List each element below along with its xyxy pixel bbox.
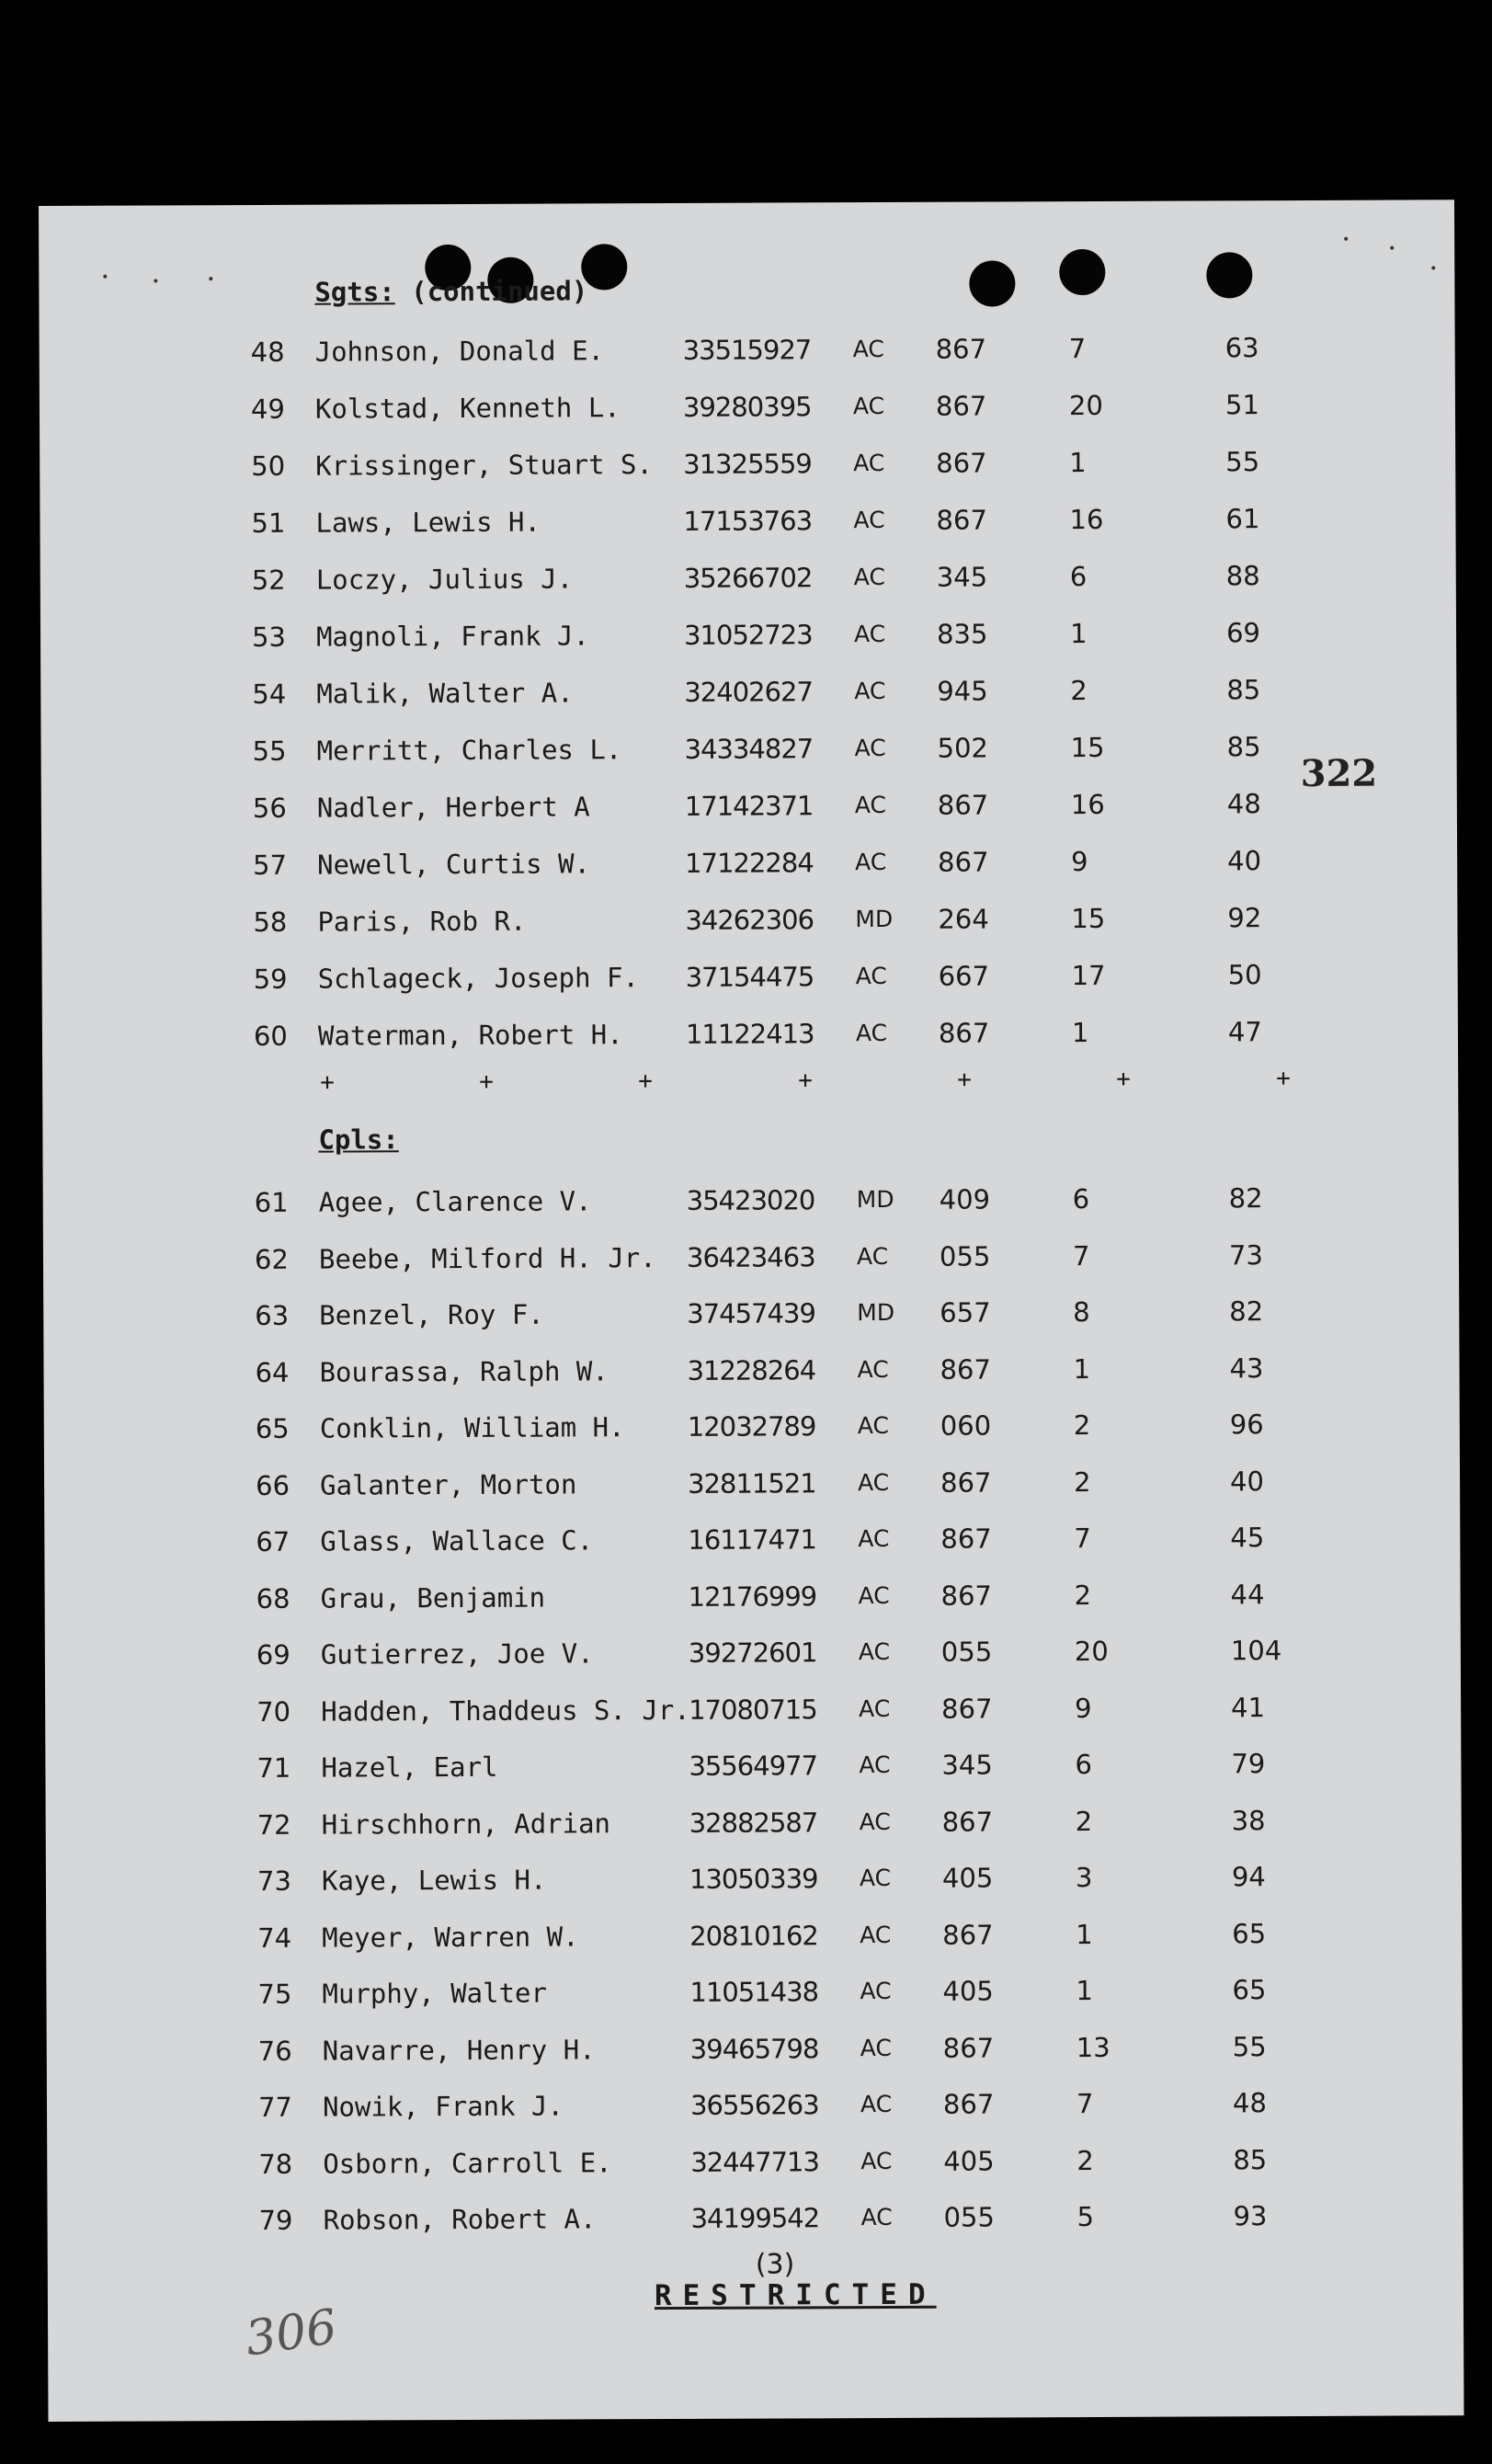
table-row [42,951,1458,1003]
serial-number: 20810162 [689,1919,818,1952]
row-number: 57 [253,849,288,881]
restricted-footer: RESTRICTED [654,2277,937,2313]
column-6-value: 1 [1069,447,1087,479]
column-7-value: 43 [1229,1352,1264,1384]
column-6-value: 2 [1073,1409,1091,1442]
serial-number: 36556263 [689,2089,819,2121]
table-row [40,552,1456,604]
serial-number: 39465798 [689,2032,819,2065]
row-number: 73 [256,1865,291,1897]
mos-code: 945 [937,675,988,707]
mos-code: 867 [941,1692,993,1725]
person-name: Navarre, Henry H. [322,2033,596,2067]
row-number: 60 [253,1020,288,1052]
person-name: Murphy, Walter [322,1977,547,2010]
person-name: Johnson, Donald E. [314,335,605,368]
column-6-value: 6 [1072,1183,1090,1215]
person-name: Robson, Robert A. [323,2203,597,2236]
row-number: 66 [255,1469,290,1501]
person-name: Nadler, Herbert A [316,791,590,824]
table-row [47,2136,1463,2188]
mos-code: 867 [942,2031,995,2064]
column-7-value: 93 [1233,2200,1268,2232]
table-row [40,723,1456,775]
serial-number: 12176999 [688,1580,817,1613]
table-row [40,381,1455,433]
serial-number: 35423020 [686,1184,815,1216]
mos-code: 867 [940,1352,991,1386]
column-7-value: 92 [1227,902,1262,934]
column-7-value: 40 [1229,1465,1265,1497]
person-name: Magnoli, Frank J. [315,620,589,653]
handwritten-note: 306 [242,2299,341,2367]
column-6-value: 13 [1076,2031,1110,2063]
table-row [46,1797,1462,1849]
serial-number: 32402627 [684,676,813,708]
mos-code: 867 [938,1017,990,1049]
branch: AC [852,335,884,363]
column-7-value: 104 [1230,1635,1282,1667]
serial-number: 36423463 [686,1240,815,1273]
table-row [45,1740,1461,1792]
row-number: 67 [256,1525,290,1557]
serial-number: 33515927 [682,334,812,366]
column-7-value: 48 [1226,788,1261,820]
branch: AC [858,1468,890,1496]
serial-number: 17153763 [683,505,813,537]
table-row [40,666,1456,718]
branch: AC [858,1637,891,1666]
page-number: (3) [755,2248,795,2281]
table-row [43,1231,1459,1283]
person-name: Kaye, Lewis H. [321,1864,547,1897]
column-6-value: 7 [1076,2088,1094,2120]
separator-mark: + [1116,1065,1131,1093]
person-name: Waterman, Robert H. [317,1019,623,1052]
branch: AC [860,2090,893,2118]
column-7-value: 69 [1225,617,1261,649]
mos-code: 867 [936,447,987,479]
table-row [44,1400,1460,1453]
row-number: 79 [258,2204,293,2236]
document-page [39,200,1464,2422]
separator-mark: + [1276,1065,1291,1093]
person-name: Krissinger, Stuart S. [315,449,653,482]
serial-number: 39272601 [688,1637,817,1669]
branch: AC [857,1355,889,1383]
serial-number: 17122284 [685,847,814,879]
row-number: 64 [255,1356,290,1388]
row-number: 55 [252,735,287,767]
column-6-value: 15 [1070,731,1105,764]
row-number: 76 [257,2035,292,2067]
separator-mark: + [798,1067,813,1095]
row-number: 77 [257,2091,293,2123]
row-number: 74 [257,1922,292,1954]
column-6-value: 2 [1075,1805,1093,1837]
serial-number: 11051438 [689,1976,819,2008]
separator-mark: + [320,1068,335,1097]
branch: AC [856,1242,889,1270]
table-row [44,1513,1460,1566]
column-6-value: 3 [1075,1862,1093,1894]
mos-code: 867 [937,789,989,821]
separator-mark: + [638,1067,653,1096]
column-7-value: 88 [1225,560,1260,592]
branch: AC [860,2034,892,2061]
branch: AC [859,1864,892,1892]
row-number: 75 [257,1978,292,2010]
row-number: 62 [254,1243,289,1275]
punch-hole [581,244,627,290]
table-row [41,837,1457,889]
column-6-value: 20 [1068,389,1103,422]
person-name: Conklin, William H. [319,1411,625,1444]
row-number: 63 [255,1299,290,1331]
mos-code: 867 [936,504,987,536]
branch: MD [856,1185,894,1214]
column-7-value: 63 [1224,332,1259,364]
column-6-value: 8 [1073,1296,1090,1329]
person-name: Beebe, Milford H. Jr. [318,1241,656,1275]
serial-number: 39280395 [682,391,812,423]
stamp-number: 322 [1300,751,1378,796]
column-6-value: 9 [1071,846,1088,878]
table-row [46,1910,1462,1962]
table-row [47,2192,1463,2244]
mos-code: 657 [940,1296,991,1329]
row-number: 70 [256,1695,291,1728]
column-7-value: 73 [1228,1238,1263,1271]
mos-code: 345 [941,1749,993,1781]
column-6-value: 2 [1076,2144,1094,2176]
column-6-value: 5 [1076,2201,1095,2233]
person-name: Agee, Clarence V. [318,1185,592,1218]
row-number: 53 [251,621,287,653]
person-name: Malik, Walter A. [316,677,574,710]
branch: AC [857,1411,889,1440]
column-7-value: 55 [1232,2030,1267,2062]
person-name: Loczy, Julius J. [315,563,574,596]
serial-number: 34199542 [690,2202,820,2234]
column-7-value: 44 [1230,1578,1265,1610]
speck [1390,246,1394,250]
person-name: Bourassa, Ralph W. [319,1354,609,1388]
mos-code: 867 [942,1918,994,1951]
column-7-value: 48 [1232,2087,1267,2119]
row-number: 78 [258,2148,293,2180]
column-7-value: 82 [1228,1182,1263,1215]
column-6-value: 7 [1074,1523,1091,1555]
branch: MD [855,905,894,933]
column-7-value: 40 [1227,845,1262,877]
table-row [41,894,1457,946]
punch-hole [1059,249,1105,295]
branch: AC [854,734,886,762]
column-7-value: 85 [1226,731,1261,763]
mos-code: 867 [940,1523,992,1555]
column-6-value: 7 [1068,333,1087,365]
row-number: 72 [256,1808,291,1841]
row-number: 61 [254,1186,289,1218]
person-name: Nowik, Frank J. [322,2090,564,2123]
column-7-value: 65 [1232,1974,1267,2006]
serial-number: 32882587 [689,1806,818,1839]
branch: AC [860,1921,892,1948]
serial-number: 31052723 [683,619,813,651]
branch: AC [859,1751,891,1779]
serial-number: 37457439 [687,1297,815,1329]
table-row [43,1287,1459,1340]
column-7-value: 50 [1227,959,1262,991]
speck [103,275,107,279]
column-6-value: 20 [1074,1635,1109,1668]
column-7-value: 96 [1229,1409,1264,1441]
speck [1431,266,1435,269]
column-7-value: 85 [1226,674,1261,706]
column-7-value: 45 [1230,1522,1265,1554]
mos-code: 060 [940,1409,992,1442]
person-name: Hadden, Thaddeus S. Jr. [321,1694,690,1728]
serial-number: 35266702 [683,562,813,594]
mos-code: 055 [943,2201,995,2233]
column-7-value: 94 [1231,1861,1266,1893]
column-7-value: 47 [1227,1016,1262,1048]
branch: AC [858,1581,890,1609]
table-row [47,2079,1463,2131]
mos-code: 835 [936,618,988,650]
separator-mark: + [479,1067,494,1096]
speck [154,279,157,282]
person-name: Galanter, Morton [319,1467,577,1501]
column-6-value: 6 [1075,1749,1092,1781]
row-number: 50 [251,450,286,482]
section-header-sgts: Sgts: (continued) [314,275,588,308]
row-number: 52 [251,564,286,596]
row-number: 49 [250,393,285,425]
column-7-value: 51 [1224,389,1259,421]
branch: AC [852,392,885,420]
table-row [47,2023,1463,2075]
serial-number: 12032789 [687,1410,816,1443]
column-6-value: 9 [1075,1692,1092,1724]
person-name: Kolstad, Kenneth L. [314,392,621,425]
serial-number: 35564977 [689,1750,818,1782]
column-6-value: 1 [1076,1975,1094,2007]
serial-number: 34262306 [685,904,814,936]
mos-code: 502 [937,732,989,764]
row-number: 58 [253,906,288,938]
serial-number: 17142371 [684,790,814,822]
mos-code: 867 [941,1805,994,1838]
serial-number: 16117471 [688,1523,817,1556]
branch: AC [854,791,887,819]
table-row [44,1457,1460,1510]
mos-code: 867 [938,846,989,878]
person-name: Newell, Curtis W. [317,848,591,881]
serial-number: 32811521 [687,1466,816,1500]
person-name: Osborn, Carroll E. [323,2146,612,2180]
person-name: Laws, Lewis H. [315,506,541,539]
serial-number: 34334827 [684,733,814,765]
row-number: 59 [253,963,288,995]
person-name: Meyer, Warren W. [322,1920,579,1954]
mos-code: 055 [939,1239,991,1272]
mos-code: 264 [938,903,989,935]
branch: AC [858,1524,890,1553]
column-6-value: 15 [1071,902,1106,935]
table-row [41,780,1457,832]
column-7-value: 82 [1229,1295,1264,1328]
row-number: 71 [256,1751,291,1784]
person-name: Gutierrez, Joe V. [320,1637,594,1671]
branch: AC [853,449,885,477]
column-6-value: 1 [1076,1918,1093,1950]
column-6-value: 16 [1069,503,1104,536]
table-row [40,324,1455,376]
mos-code: 055 [940,1636,993,1668]
person-name: Paris, Rob R. [317,905,527,938]
mos-code: 667 [938,960,990,992]
person-name: Merritt, Charles L. [316,734,622,767]
mos-code: 405 [943,2144,995,2177]
column-6-value: 6 [1069,561,1088,593]
mos-code: 405 [941,1862,994,1894]
serial-number: 11122413 [685,1018,814,1050]
punch-hole [1206,252,1252,298]
mos-code: 867 [940,1579,993,1612]
branch: AC [855,962,887,990]
table-row [45,1570,1461,1623]
table-row [42,1008,1458,1060]
column-6-value: 16 [1070,788,1105,821]
column-6-value: 1 [1069,618,1088,650]
column-7-value: 79 [1231,1748,1266,1780]
serial-number: 13050339 [689,1863,818,1895]
branch: AC [853,563,885,591]
branch: AC [859,1694,891,1722]
mos-code: 867 [935,390,987,422]
column-6-value: 2 [1073,1466,1091,1498]
mos-code: 409 [939,1183,991,1215]
row-number: 65 [255,1412,290,1444]
column-7-value: 41 [1231,1691,1266,1723]
punch-hole [969,260,1015,306]
branch: AC [859,1808,891,1835]
branch: MD [857,1298,895,1327]
branch: AC [860,2147,893,2174]
column-6-value: 7 [1072,1239,1090,1272]
branch: AC [854,677,886,705]
person-name: Hirschhorn, Adrian [321,1807,611,1841]
person-name: Glass, Wallace C. [320,1524,594,1557]
branch: AC [855,848,887,876]
person-name: Schlageck, Joseph F. [317,962,639,995]
row-number: 69 [256,1638,290,1671]
table-row [45,1626,1461,1679]
table-row [46,1966,1462,2018]
serial-number: 17080715 [689,1693,817,1726]
mos-code: 867 [935,333,987,365]
serial-number: 37154475 [685,961,814,993]
table-row [43,1344,1459,1397]
serial-number: 31228264 [687,1353,816,1386]
table-row [40,438,1455,490]
table-row [43,1174,1459,1226]
row-number: 48 [250,336,285,368]
branch: AC [860,2203,893,2231]
mos-code: 867 [940,1466,992,1499]
serial-number: 31325559 [683,448,812,480]
mos-code: 345 [936,561,988,593]
column-6-value: 1 [1073,1352,1091,1385]
section-header-cpls: Cpls: [318,1124,399,1156]
column-6-value: 17 [1071,959,1106,992]
column-6-value: 2 [1070,675,1088,707]
person-name: Hazel, Earl [321,1751,498,1784]
column-7-value: 65 [1232,1917,1267,1949]
column-7-value: 38 [1231,1804,1266,1836]
mos-code: 405 [942,1975,994,2007]
row-number: 51 [251,507,286,539]
separator-mark: + [957,1066,972,1094]
row-number: 56 [252,792,287,824]
table-row [45,1683,1461,1736]
separator-row [42,1064,1458,1107]
table-row [46,1853,1462,1905]
serial-number: 32447713 [690,2145,819,2178]
branch: AC [853,620,886,648]
column-6-value: 2 [1074,1579,1092,1611]
column-7-value: 85 [1233,2143,1268,2175]
table-row [40,495,1455,547]
speck [209,277,212,280]
mos-code: 867 [942,2088,995,2120]
column-7-value: 61 [1225,503,1260,535]
branch: AC [860,1977,892,2005]
column-7-value: 55 [1225,446,1260,478]
row-number: 68 [256,1582,290,1614]
table-row [40,609,1456,661]
branch: AC [855,1019,888,1047]
person-name: Grau, Benjamin [320,1581,546,1614]
row-number: 54 [252,678,287,710]
branch: AC [853,506,885,534]
column-6-value: 1 [1071,1017,1089,1049]
person-name: Benzel, Roy F. [319,1298,544,1331]
speck [1344,237,1348,241]
